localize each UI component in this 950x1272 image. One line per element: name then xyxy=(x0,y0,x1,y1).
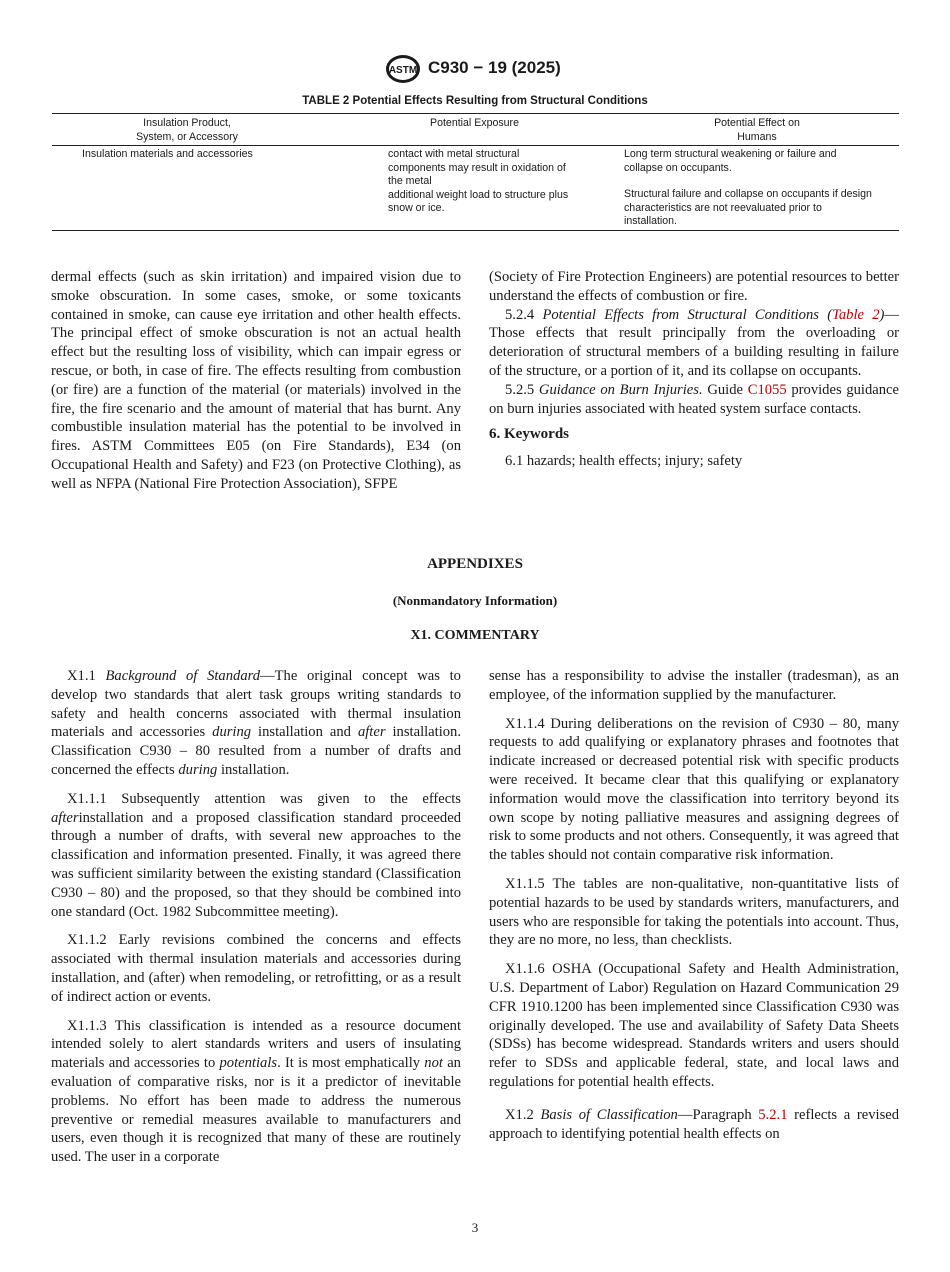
paragraph-x1-1-5: X1.1.5 The tables are non-qualitative, non-quantitative lists of potential hazards to be used by standards writers, manufacturers, and users who are responsible for taking the potentials into account. Thus, they are no more, no less, than checklists. xyxy=(489,875,899,949)
section-title: Background of Standard xyxy=(105,668,261,684)
emphasis: during xyxy=(178,761,218,778)
c1055-link[interactable]: C1055 xyxy=(747,381,787,398)
left-column-top xyxy=(51,268,461,494)
table-2 xyxy=(52,113,899,231)
text-part: an evaluation of comparative risks, nor is it a predictor of inevitable problems. No effort has been made to address the numerous preventive or remedial measures available to manufacturers and users, even though it is recognized that many of these are routinely used. The user in a corporate xyxy=(51,1055,461,1166)
section-5-2-1-link[interactable]: 5.2.1 xyxy=(758,1106,788,1123)
text-part: —The original concept was to develop two standards that alert task groups writing standards to safety and health concerns associated with thermal insulation materials and accessories xyxy=(51,668,461,741)
text-part: . It is most emphatically xyxy=(277,1055,421,1072)
left-column-bottom xyxy=(51,667,461,1167)
paragraph-combustion-effects: dermal effects (such as skin irritation) and impaired vision due to smoke obscuration. In some cases, smoke, or some toxicants contained in smoke, can cause eye irritation and other health effects. The principal effect of smoke obscuration is not an actual health effect but the resulting loss of visibility, which can impair egress or rescue, or both, in case of fire. The effects resulting from combustion (or fire) are a function of the material (or materials) involved in the fire, the fire scenario and the amount of material that has burnt. Any combustible insulation material has the potential to be involved in fires. ASTM Committees E05 (on Fire Standards), E34 (on Occupational Health and Safety) and F23 (on Protective Clothing), as well as NFPA (National Fire Protection Association), SFPE xyxy=(51,269,461,492)
paragraph-combustion-cont: (Society of Fire Protection Engineers) are potential resources to better understand the effects of combustion or fire. xyxy=(489,269,899,304)
section-text-pre: Guide xyxy=(707,381,743,398)
text-part: installation and a proposed classification standard proceeded through a number of drafts, with several new approaches to the classification and information presented. Finally, it was agreed there was sufficient similarity between the existing standard (Classification C930 – 80) and the proposed, so that they should be combined into one standard (Oct. 1982 Subcommittee meeting). xyxy=(51,809,461,920)
paragraph-x1-1-3 xyxy=(51,1017,461,1167)
section-title: Guidance on Burn Injuries. xyxy=(538,381,703,398)
emphasis: after xyxy=(51,809,79,826)
header-cell-exposure xyxy=(387,117,562,131)
right-column-top xyxy=(489,268,899,471)
header-product-line2: System, or Accessory xyxy=(136,130,238,143)
effect-2: Structural failure and collapse on occupants if design characteristics are not reevaluated prior to installation. xyxy=(624,188,872,227)
section-text: provides guidance on burn injuries associated with heated system surface contacts. xyxy=(489,381,900,417)
paragraph-x1-1 xyxy=(51,667,461,780)
cell-product: Insulation materials and accessories xyxy=(82,148,253,160)
header-cell-product xyxy=(52,117,322,144)
paragraph-x1-1-1 xyxy=(51,790,461,922)
astm-logo xyxy=(384,54,422,84)
table-bottom-rule xyxy=(52,230,899,231)
table-title: TABLE 2 Potential Effects Resulting from Structural Conditions xyxy=(302,95,648,107)
section-number: 5.2.5 xyxy=(505,381,535,398)
effect-1: Long term structural weakening or failure and collapse on occupants. xyxy=(624,148,837,174)
paragraph-x1-2 xyxy=(489,1106,899,1144)
text-part: X1.1.1 Subsequently attention was given to the effects xyxy=(67,790,461,807)
text-part: installation and xyxy=(258,724,351,741)
section-title-end: ) xyxy=(879,306,885,323)
emphasis: not xyxy=(424,1055,443,1072)
text-part: installation. Classification C930 – 80 resulted from a number of drafts and concerned the effects xyxy=(51,724,462,778)
header-effect-line1: Potential Effect on xyxy=(714,117,800,129)
emphasis: potentials xyxy=(219,1055,278,1072)
header-effect-line2: Humans xyxy=(737,130,777,143)
astm-logo-text: ASTM xyxy=(388,65,418,76)
section-number: X1.2 xyxy=(505,1106,534,1123)
text-part: reflects a revised approach to identifying potential health effects on xyxy=(489,1106,900,1142)
exposure-2: additional weight load to structure plus snow or ice. xyxy=(388,188,569,214)
section-number: X1.1 xyxy=(67,668,96,684)
section-title: Potential Effects from Structural Conditions ( xyxy=(542,306,833,323)
paragraph-x1-1-6: X1.1.6 OSHA (Occupational Safety and Health Administration, U.S. Department of Labor) Regulation on Hazard Communication 29 CFR 1910.1200 has been implemented since Classification C930 was originally developed. The use and availability of Safety Data Sheets (SDSs) has become widespread. Standards writers and users should refer to SDSs and applicable federal, state, and local laws and regulations for potential health effects. xyxy=(489,961,899,1090)
right-column-bottom xyxy=(489,667,899,1143)
table-header-row xyxy=(52,114,899,145)
text-part: X1.1.3 This classification is intended as a resource document intended solely to alert standards writers and users of insulating materials and accessories to xyxy=(51,1017,461,1072)
section-5-2-5 xyxy=(489,381,899,419)
section-title: Basis of Classification xyxy=(540,1106,678,1123)
standard-designation: C930 − 19 (2025) xyxy=(428,58,561,77)
section-number: 5.2.4 xyxy=(505,306,535,323)
page-header xyxy=(0,54,950,84)
keywords-heading: 6. Keywords xyxy=(489,426,569,443)
header-product-line1: Insulation Product, xyxy=(143,117,231,129)
paragraph-x1-1-2: X1.1.2 Early revisions combined the concerns and effects associated with thermal insulation materials and accessories during installation, and (after) when remodeling, or retrofitting, or as a result of indirect action or events. xyxy=(51,932,461,1005)
paragraph-x1-1-4: X1.1.4 During deliberations on the revision of C930 – 80, many requests to add qualifying or explanatory phrases and footnotes that indicate increased or decreased potential risk with specific products were received. It became clear that this qualifying or explanatory information would move the classification into territory beyond its own scope by noting palliative measures and assigning degrees of risk to some products and not others. Consequently, it was agreed that the tables should not contain comparative risk information. xyxy=(489,715,899,864)
page-number: 3 xyxy=(471,1220,479,1235)
emphasis: during xyxy=(212,724,252,741)
header-cell-effect xyxy=(632,117,882,144)
cell-exposure xyxy=(388,148,573,216)
appendixes-subtitle: (Nonmandatory Information) xyxy=(392,593,558,608)
cell-effect xyxy=(624,148,874,229)
commentary-heading: X1. COMMENTARY xyxy=(410,628,540,643)
text-part: installation. xyxy=(220,761,290,778)
header-exposure-text: Potential Exposure xyxy=(430,117,519,129)
text-part: —Paragraph xyxy=(677,1106,752,1123)
table-2-link[interactable]: Table 2 xyxy=(832,306,880,323)
exposure-1: contact with metal structural components may result in oxidation of the metal xyxy=(388,148,566,187)
section-text: —Those effects that result principally from the overloading or deterioration of structural members of a building resulting in failure of the structure, or a portion of it, and its collapse on occupants. xyxy=(489,306,899,379)
keywords-text: 6.1 hazards; health effects; injury; safety xyxy=(505,453,743,470)
paragraph-x1-1-3-cont: sense has a responsibility to advise the installer (tradesman), as an employee, of the information supplied by the manufacturer. xyxy=(489,668,899,703)
emphasis: after xyxy=(357,724,386,741)
appendixes-title: APPENDIXES xyxy=(427,556,523,572)
table-row xyxy=(52,146,899,230)
section-5-2-4 xyxy=(489,306,899,381)
